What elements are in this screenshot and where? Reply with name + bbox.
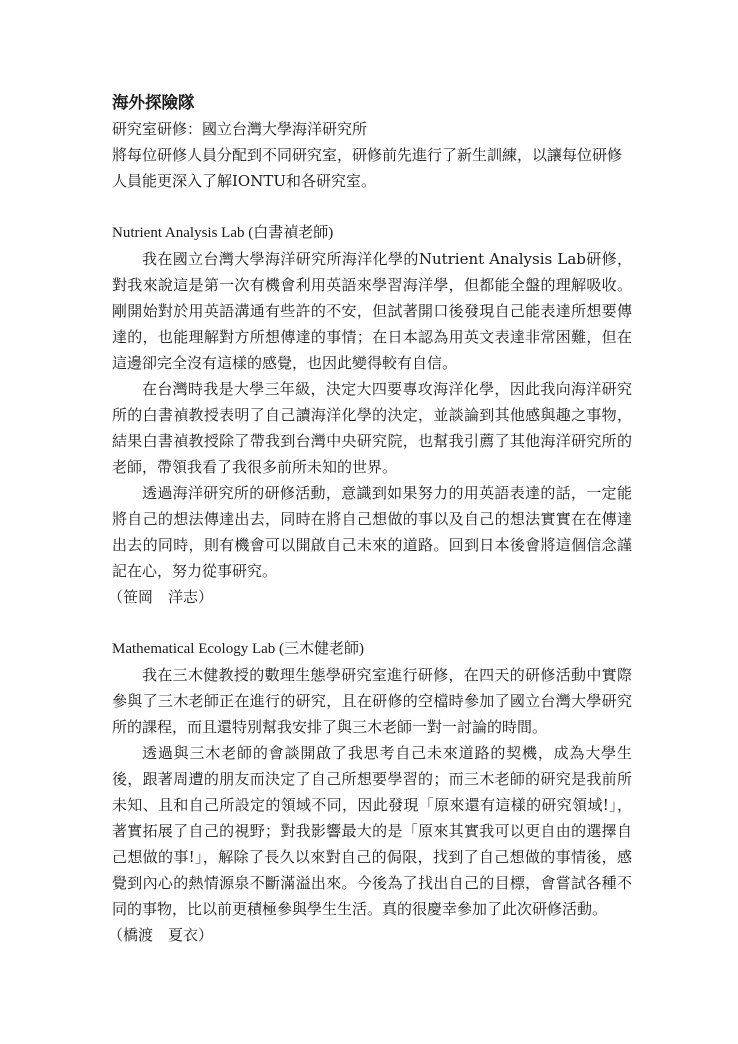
document-page xyxy=(108,90,632,948)
subtitle: 研究室研修：國立台灣大學海洋研究所 xyxy=(112,120,368,138)
section-spacer xyxy=(112,194,632,220)
paragraph: 透過海洋研究所的研修活動，意識到如果努力的用英語表達的話，一定能將自己的想法傳達出去，同時在將自己想做的事以及自己的想法實實在在傳達出去的同時，則有機會可以開啟自己未來的道路。回到日本後會將這個信念謹記在心，努力從事研究。 xyxy=(112,484,632,580)
page-title: 海外探險隊 xyxy=(112,93,195,112)
paragraph: 我在國立台灣大學海洋研究所海洋化學的Nutrient Analysis Lab研修，對我來說這是第一次有機會利用英語來學習海洋學，但都能全盤的理解吸收。剛開始對於用英語溝通有些許的不安，但試著開口後發現自己能表達所想要傳達的，也能理解對方所想傳達的事情；在日本認為用英文表達非常困難，但在這邊卻完全沒有這樣的感覺，也因此變得較有自信。 xyxy=(112,250,632,372)
author-signature: （笹岡 洋志） xyxy=(108,588,214,606)
section-heading: Nutrient Analysis Lab (白書禎老師) xyxy=(112,225,334,241)
section-heading: Mathematical Ecology Lab (三木健老師) xyxy=(112,641,365,657)
section-nutrient-analysis-lab xyxy=(108,220,632,610)
paragraph: 在台灣時我是大學三年級，決定大四要專攻海洋化學，因此我向海洋研究所的白書禎教授表明了自己讀海洋化學的決定，並談論到其他感與趣之事物，結果白書禎教授除了帶我到台灣中央研究院，也幫我引薦了其他海洋研究所的老師，帶領我看了我很多前所未知的世界。 xyxy=(112,380,632,476)
paragraph: 透過與三木老師的會談開啟了我思考自己未來道路的契機，成為大學生後，跟著周遭的朋友而決定了自己所想要學習的；而三木老師的研究是我前所未知、且和自己所設定的領域不同，因此發現「原來還有這樣的研究領域!」，著實拓展了自己的視野；對我影響最大的是「原來其實我可以更自由的選擇自己想做的事!」，解除了長久以來對自己的侷限，找到了自己想做的事情後，感覺到內心的熱情源泉不斷滿溢出來。今後為了找出自己的目標，會嘗試各種不同的事物，比以前更積極參與學生生活。真的很慶幸參加了此次研修活動。 xyxy=(112,744,632,918)
intro-paragraph: 將每位研修人員分配到不同研究室，研修前先進行了新生訓練，以讓每位研修人員能更深入了解IONTU和各研究室。 xyxy=(112,146,623,190)
author-signature: （橋渡 夏衣） xyxy=(108,926,214,944)
section-spacer xyxy=(112,610,632,636)
paragraph: 我在三木健教授的數理生態學研究室進行研修，在四天的研修活動中實際參與了三木老師正在進行的研究，且在研修的空檔時參加了國立台灣大學研究所的課程，而且還特別幫我安排了與三木老師一對一討論的時間。 xyxy=(112,666,632,736)
section-mathematical-ecology-lab xyxy=(108,636,632,948)
